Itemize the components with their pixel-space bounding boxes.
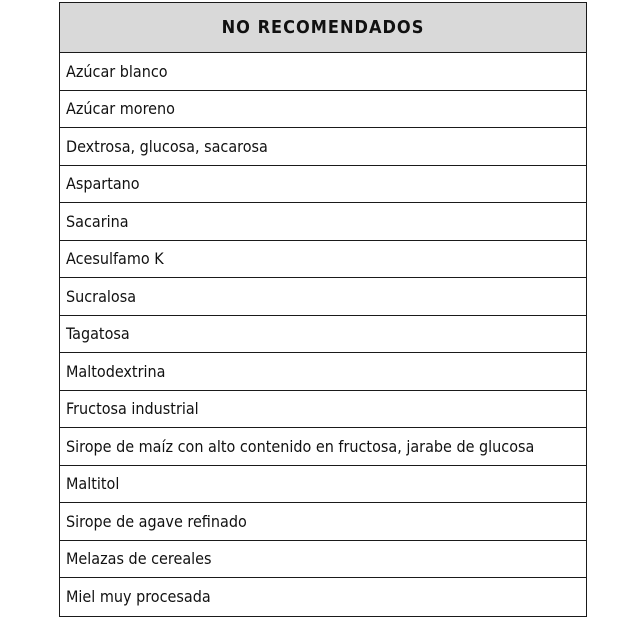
table-row: Sirope de agave refinado xyxy=(60,503,586,541)
table-row: Sirope de maíz con alto contenido en fructosa, jarabe de glucosa xyxy=(60,428,586,466)
table-row: Miel muy procesada xyxy=(66,587,211,607)
table-row: Sacarina xyxy=(60,203,586,241)
table-row: Fructosa industrial xyxy=(60,391,586,429)
table-row: Sucralosa xyxy=(60,278,586,316)
table-row: Dextrosa, glucosa, sacarosa xyxy=(60,128,586,166)
table-row: Maltodextrina xyxy=(60,353,586,391)
table-row: Azúcar blanco xyxy=(60,53,586,91)
table-row: Acesulfamo K xyxy=(60,241,586,279)
not-recommended-table xyxy=(59,2,587,617)
table-row: Maltitol xyxy=(60,466,586,504)
table-row: Aspartano xyxy=(60,166,586,204)
table-row: Melazas de cereales xyxy=(60,541,586,579)
table-header: NO RECOMENDADOS xyxy=(60,3,586,53)
table-row: Azúcar moreno xyxy=(60,91,586,129)
table-row: Tagatosa xyxy=(60,316,586,354)
